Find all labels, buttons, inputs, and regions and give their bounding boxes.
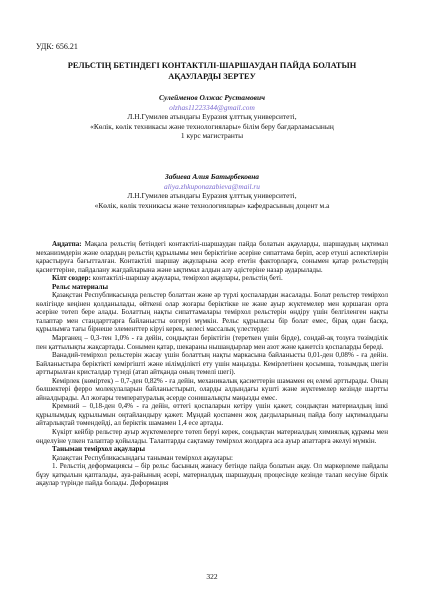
title-line: РЕЛЬСТІҢ БЕТІНДЕГІ КОНТАКТІЛІ-ШАРШАУДАН ПАЙДА БОЛАТЫН <box>67 61 357 70</box>
section-heading: Таныман темірхол ақаулары <box>52 445 145 454</box>
body-paragraph: Қазақстан Республикасында рельстер болаттан және әр түрлі қоспалардан жасалады. Болат рельстер темірхол көлігінде кеңінен қолданылады, өйткені олар жоғары беріктікке не және ауыр жүктемелер мен қоршаған орта әсеріне төтеп бере алады. Болаттың нақты сипаттамалары темірхол рельстерін өндіру үшін белгіленген нақты талаптар мен стандарттарға байланысты өзгеруі мүмкін. Рельс құрылысы бір болат емес, бірақ одан басқа, құрылымға тағы бірнеше элементтер кіруі керек, келесі массалық үлестерде: <box>36 291 388 334</box>
author-affiliation: Л.Н.Гумилев атындағы Еуразия ұлттық университеті, <box>127 191 297 201</box>
author-affiliation: «Көлік, көлік техникасы және технологиялары» білім беру бағдарламасының <box>90 121 334 131</box>
author-email[interactable]: aliya.zhkuponazabieva@mail.ru <box>164 181 260 191</box>
author-name: Сулейменов Олжас Рустамович <box>159 93 265 102</box>
body-paragraph: Ванадий-темірхол рельстерін жасау үшін болаттың нақты маркасына байланысты 0,01-ден 0,08% - ға дейін. Байланыстыра беріктікті кеміргішті және иілімділікті ету үшін маңызды. Кемірлетінен қосымша, тозымдық шегін арттырылған кристалдар түзеді (атап айтқанда оның темелі шегі). <box>36 351 388 377</box>
author-email[interactable]: olzhas11223344@gmail.com <box>169 102 255 112</box>
abstract <box>36 240 388 274</box>
paper-title <box>36 60 388 82</box>
keywords-label: Кілт сөздер: <box>52 274 91 283</box>
body-paragraph: Қазақстан Республикасындағы таныман темірхол ақаулары: <box>52 453 234 462</box>
list-item: 1. Рельстің деформациясы – бір рельс басының жанасу бетінде пайда болатын ақау. Ол маркерлеме пайдалы бұзу қатқылын қапталады, ауа-райының әсері, материалдық шаршаудың процесінде кезінде талап кесуіне бірлік ақаулар түрінде пайда болады. Деформация <box>36 462 388 488</box>
paper-body <box>36 240 388 488</box>
udk-code: УДК: 656.21 <box>36 42 78 51</box>
abstract-label: Аңдатпа: <box>52 240 82 248</box>
author-block <box>36 93 388 141</box>
author-block <box>36 172 388 210</box>
author-affiliation: Л.Н.Гумилев атындағы Еуразия ұлттық университеті, <box>127 112 297 122</box>
keywords <box>36 274 388 283</box>
author-affiliation: 1 курс магистранты <box>180 131 244 141</box>
author-name: Забиева Алия Батырбековна <box>164 172 259 181</box>
abstract-text: Мақала рельстің бетіндегі контактілі-шаршаудан пайда болатын ақауларды, шаршаудың ықтимал механизмдерін және олардың рельстің құрылымы мен беріктігіне әсеріне сипаттама беріп, әсер етуші аспектілерін қарастыруға бағытталған. Контактілі шаршау ақауларына әсер ететін факторларға, сонымен қатар рельстердің қасиеттеріне, пайдалану жағдайларына және ықтимал алдын алу әдістеріне назар аударылады. <box>36 240 388 274</box>
keywords-text: контактілі-шаршау ақаулары, темірхол ақаулары, рельстің беті. <box>92 274 283 283</box>
author-affiliation: «Көлік, көлік техникасы және технологиялары» кафедрасының доцент м.а <box>94 200 330 210</box>
body-paragraph: Кремний – 0,18-ден 0,4% - ға дейін, өттегі қоспаларын кетіру үшін қажет, сондықтан материалдың ішкі құрылымдық құрылымын оңтайландыру қажет. Мұндай қоспамен жоқ дағдыларының пайда болу ықтималдығы айтарлықтай төмендейді, ал беріктік шамамен 1,4 есе артады. <box>36 402 388 428</box>
title-line: АҚАУЛАРДЫ ЗЕРТЕУ <box>168 72 256 81</box>
body-paragraph: Күкірт кейбір рельстер ауыр жүктемелерге төтеп беруі керек, сондықтан материалдың химиялық құрамы мен өңделуіне үлкен талаптар қойылады. Талаптарды сақтамау темірхол жолдарға аса ауыр апаттарға әкелуі мүмкін. <box>36 428 388 445</box>
section-heading: Рельс материалы <box>52 282 108 291</box>
body-paragraph: Марганец – 0,3-тен 1,0% - ға дейін, соңдықтан беріктігін (тереткен үшін бірде), сондай-ақ тозуға төзімділік пен қаттылықты жақсартады. Сонымен қатар, шекараны нышандырлар мен азот және қажетсіз қоспаларды береді. <box>36 334 388 351</box>
body-paragraph: Кемірлек (көміртек) – 0,7-ден 0,82% - ға дейін, механикалық қасиеттерін шамамен ең елемі арттырады. Оның бөлшектері ферро молекулаларын байланыстырып, оларды алдындағы күшті және жүктемелер кезінде шартты айналдырады. Ал жоғары температуралық әсерде сонишалықты маңызды емес. <box>36 376 388 402</box>
page-number: 322 <box>206 572 218 581</box>
